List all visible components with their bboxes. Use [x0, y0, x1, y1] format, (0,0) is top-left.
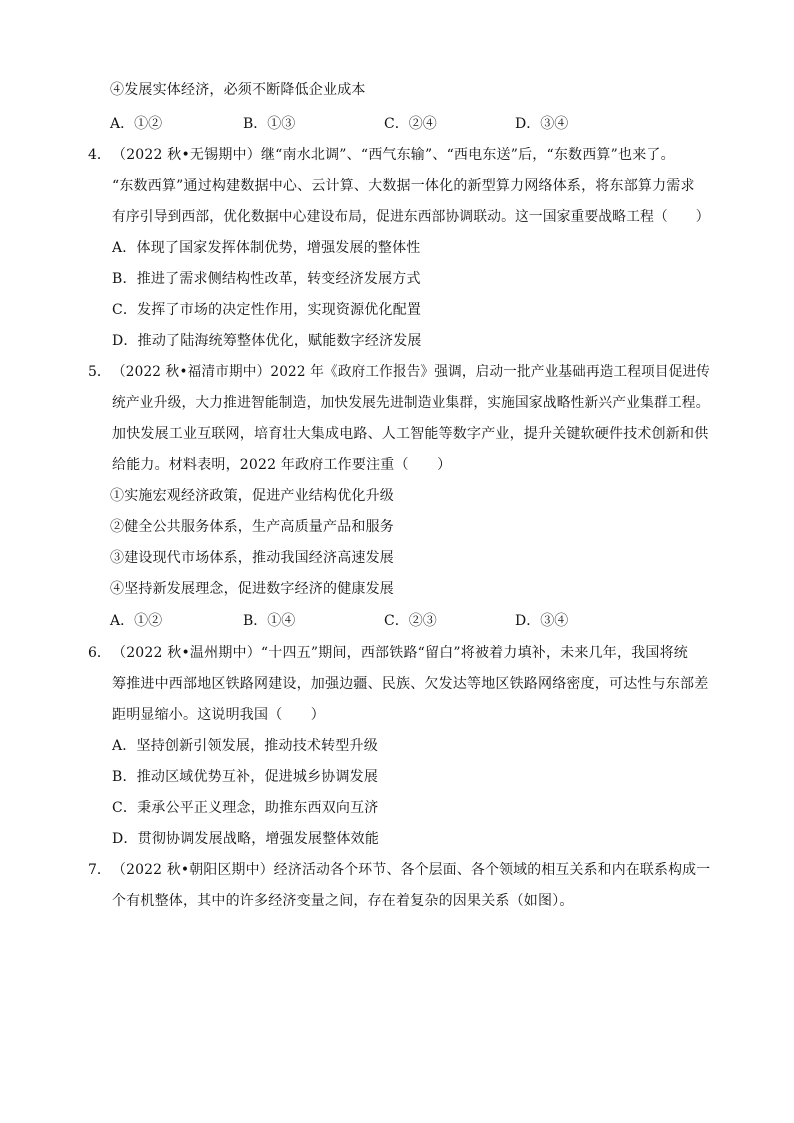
q5-stem-line-2: 统产业升级，大力推进智能制造，加快发展先进制造业集群，实施国家战略性新兴产业集群工程。	[112, 395, 710, 411]
q5-option-d[interactable]: D．③④	[515, 613, 569, 629]
q7-stem-line-1: （2022 秋•朝阳区期中）经济活动各个环节、各个层面、各个领域的相互关系和内在联系构成一	[112, 862, 711, 878]
q7-stem-line-2: 个有机整体，其中的许多经济变量之间，存在着复杂的因果关系（如图）。	[112, 893, 574, 909]
q4-choice-c[interactable]: C．发挥了市场的决定性作用，实现资源优化配置	[112, 302, 422, 318]
q5-option-c[interactable]: C．②③	[384, 613, 437, 629]
q6-choice-a[interactable]: A．坚持创新引领发展，推动技术转型升级	[112, 738, 378, 754]
q6-choice-d[interactable]: D．贯彻协调发展战略，增强发展整体效能	[112, 831, 380, 847]
q6-choice-c[interactable]: C．秉承公平正义理念，助推东西双向互济	[112, 800, 379, 816]
q6-number: 6．	[88, 645, 111, 661]
q6-stem-line-2: 筹推进中西部地区铁路网建设，加强边疆、民族、欠发达等地区铁路网络密度，可达性与东部差	[112, 676, 709, 692]
q7-number: 7．	[88, 862, 111, 878]
q3-option-c[interactable]: C．②④	[384, 116, 437, 132]
q5-stem-line-1: （2022 秋•福清市期中）2022 年《政府工作报告》强调，启动一批产业基础再造工程项目促进传	[112, 364, 711, 380]
q3-option-a[interactable]: A．①②	[110, 116, 163, 132]
q4-choice-b[interactable]: B．推进了需求侧结构性改革，转变经济发展方式	[112, 271, 421, 287]
q5-statement-2: ②健全公共服务体系，生产高质量产品和服务	[110, 519, 394, 535]
q4-stem-line-1: （2022 秋•无锡期中）继“南水北调”、“西气东输”、“西电东送”后，“东数西算”也来了。	[112, 147, 675, 163]
q4-stem-line-2: “东数西算”通过构建数据中心、云计算、大数据一体化的新型算力网络体系，将东部算力需求	[112, 178, 695, 194]
q6-stem-line-1: （2022 秋•温州期中）“十四五”期间，西部铁路“留白”将被着力填补，未来几年，我国将统	[112, 645, 688, 661]
q3-statement-4: ④发展实体经济，必须不断降低企业成本	[110, 82, 366, 98]
q5-statement-3: ③建设现代市场体系，推动我国经济高速发展	[110, 550, 394, 566]
q5-option-a[interactable]: A．①②	[110, 613, 163, 629]
q5-stem-line-3: 加快发展工业互联网，培育壮大集成电路、人工智能等数字产业，提升关键软硬件技术创新和供	[112, 426, 709, 442]
q4-choice-a[interactable]: A．体现了国家发挥体制优势，增强发展的整体性	[112, 240, 421, 256]
q5-statement-1: ①实施宏观经济政策，促进产业结构优化升级	[110, 488, 394, 504]
q5-stem-line-4: 给能力。材料表明，2022 年政府工作要注重（ ）	[112, 457, 452, 473]
q3-option-b[interactable]: B．①③	[243, 116, 296, 132]
q5-statement-4: ④坚持新发展理念，促进数字经济的健康发展	[110, 581, 394, 597]
q4-number: 4．	[88, 147, 111, 163]
q5-option-b[interactable]: B．①④	[243, 613, 296, 629]
q6-stem-line-3: 距明显缩小。这说明我国（ ）	[112, 707, 325, 723]
q3-option-d[interactable]: D．③④	[515, 116, 569, 132]
q6-choice-b[interactable]: B．推动区域优势互补，促进城乡协调发展	[112, 769, 379, 785]
q4-stem-line-3: 有序引导到西部，优化数据中心建设布局，促进东西部协调联动。这一国家重要战略工程（ ）	[112, 209, 710, 225]
q4-choice-d[interactable]: D．推动了陆海统筹整体优化，赋能数字经济发展	[112, 333, 422, 349]
q5-number: 5．	[88, 364, 111, 380]
